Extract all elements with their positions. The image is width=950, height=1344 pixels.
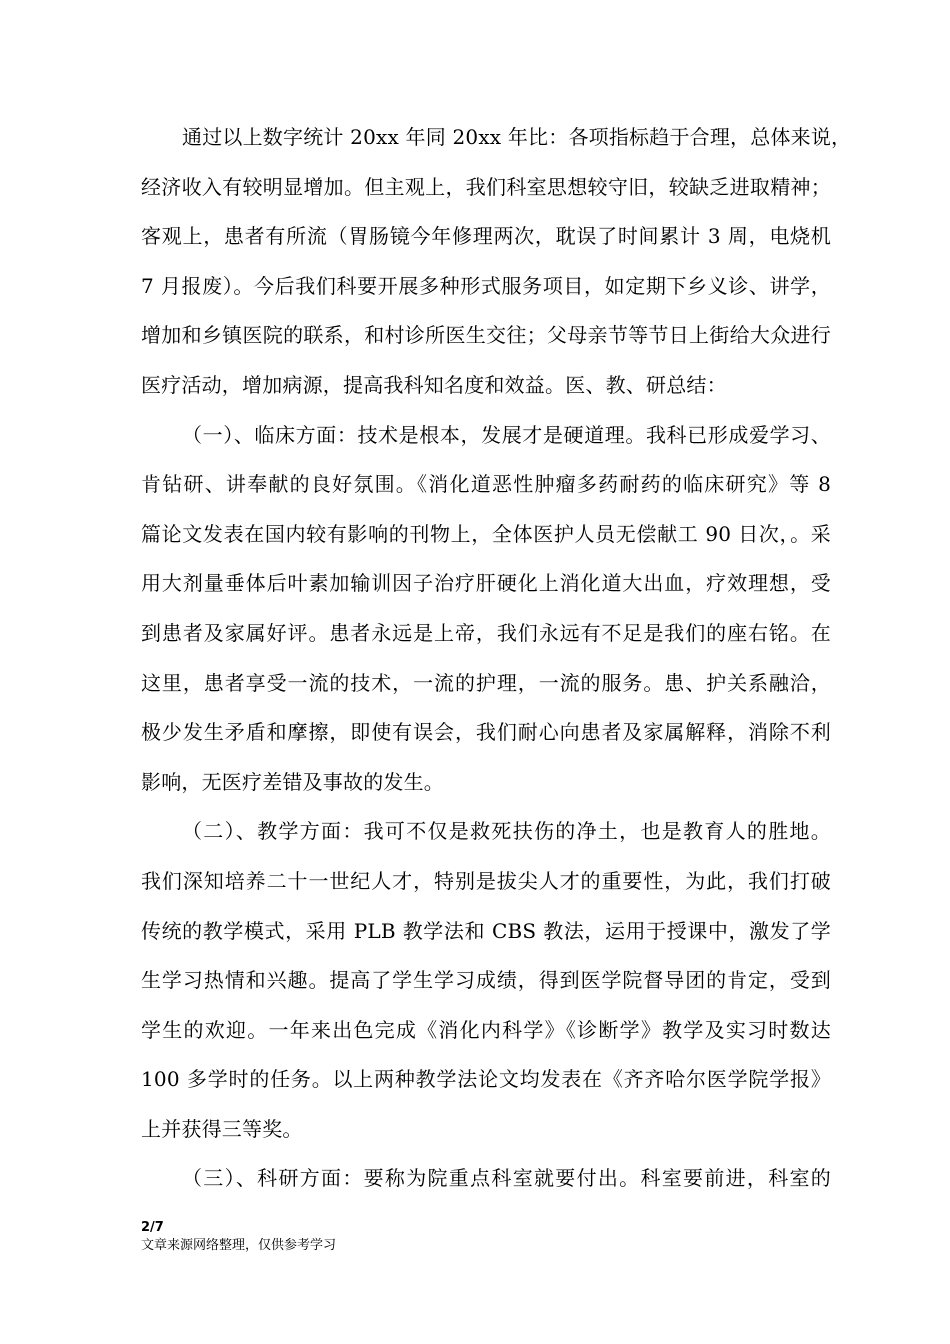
text-line: 我们深知培养二十一世纪人才，特别是拔尖人才的重要性，为此，我们打破 xyxy=(141,868,831,893)
page-footer xyxy=(141,1219,336,1255)
text-line: 7 月报废）。今后我们科要开展多种形式服务项目，如定期下乡义诊、讲学， xyxy=(141,273,831,298)
text-line: 上并获得三等奖。 xyxy=(141,1116,303,1141)
document-body xyxy=(141,113,852,1204)
source-note: 文章来源网络整理，仅供参考学习 xyxy=(141,1238,337,1253)
text-line: 传统的教学模式，采用 PLB 教学法和 CBS 教法，运用于授课中，激发了学 xyxy=(141,918,831,943)
text-line: 100 多学时的任务。以上两种教学法论文均发表在《齐齐哈尔医学院学报》 xyxy=(141,1067,831,1092)
text-line: 医疗活动，增加病源，提高我科知名度和效益。医、教、研总结： xyxy=(141,372,727,397)
text-line: 肯钻研、讲奉献的良好氛围。《消化道恶性肿瘤多药耐药的临床研究》等 8 xyxy=(141,472,831,497)
text-line: 影响，无医疗差错及事故的发生。 xyxy=(141,769,444,794)
text-line: 极少发生矛盾和摩擦，即使有误会，我们耐心向患者及家属解释，消除不利 xyxy=(141,720,831,745)
text-line: 客观上，患者有所流（胃肠镜今年修理两次，耽误了时间累计 3 周，电烧机 xyxy=(141,224,831,249)
text-line: 到患者及家属好评。患者永远是上帝，我们永远有不足是我们的座右铭。在 xyxy=(141,620,831,645)
text-line: （三）、科研方面：要称为院重点科室就要付出。科室要前进，科室的 xyxy=(182,1166,831,1191)
text-line: 生学习热情和兴趣。提高了学生学习成绩，得到医学院督导团的肯定，受到 xyxy=(141,968,831,993)
page-number: 2/7 xyxy=(141,1220,164,1235)
text-line: 这里，患者享受一流的技术，一流的护理，一流的服务。患、护关系融洽， xyxy=(141,670,831,695)
text-line: 增加和乡镇医院的联系，和村诊所医生交往；父母亲节等节日上街给大众进行 xyxy=(141,323,831,348)
text-line: 篇论文发表在国内较有影响的刊物上，全体医护人员无偿献工 90 日次，。采 xyxy=(141,521,831,546)
text-line: 学生的欢迎。一年来出色完成《消化内科学》《诊断学》教学及实习时数达 xyxy=(141,1017,831,1042)
text-line: 经济收入有较明显增加。但主观上，我们科室思想较守旧，较缺乏进取精神； xyxy=(141,174,831,199)
text-line: （一）、临床方面：技术是根本，发展才是硬道理。我科已形成爱学习、 xyxy=(182,422,831,447)
text-line: 通过以上数字统计 20xx 年同 20xx 年比：各项指标趋于合理，总体来说， xyxy=(182,125,852,149)
text-line: 用大剂量垂体后叶素加输训因子治疗肝硬化上消化道大出血，疗效理想，受 xyxy=(141,571,831,596)
text-line: （二）、教学方面：我可不仅是救死扶伤的净土，也是教育人的胜地。 xyxy=(182,819,831,844)
